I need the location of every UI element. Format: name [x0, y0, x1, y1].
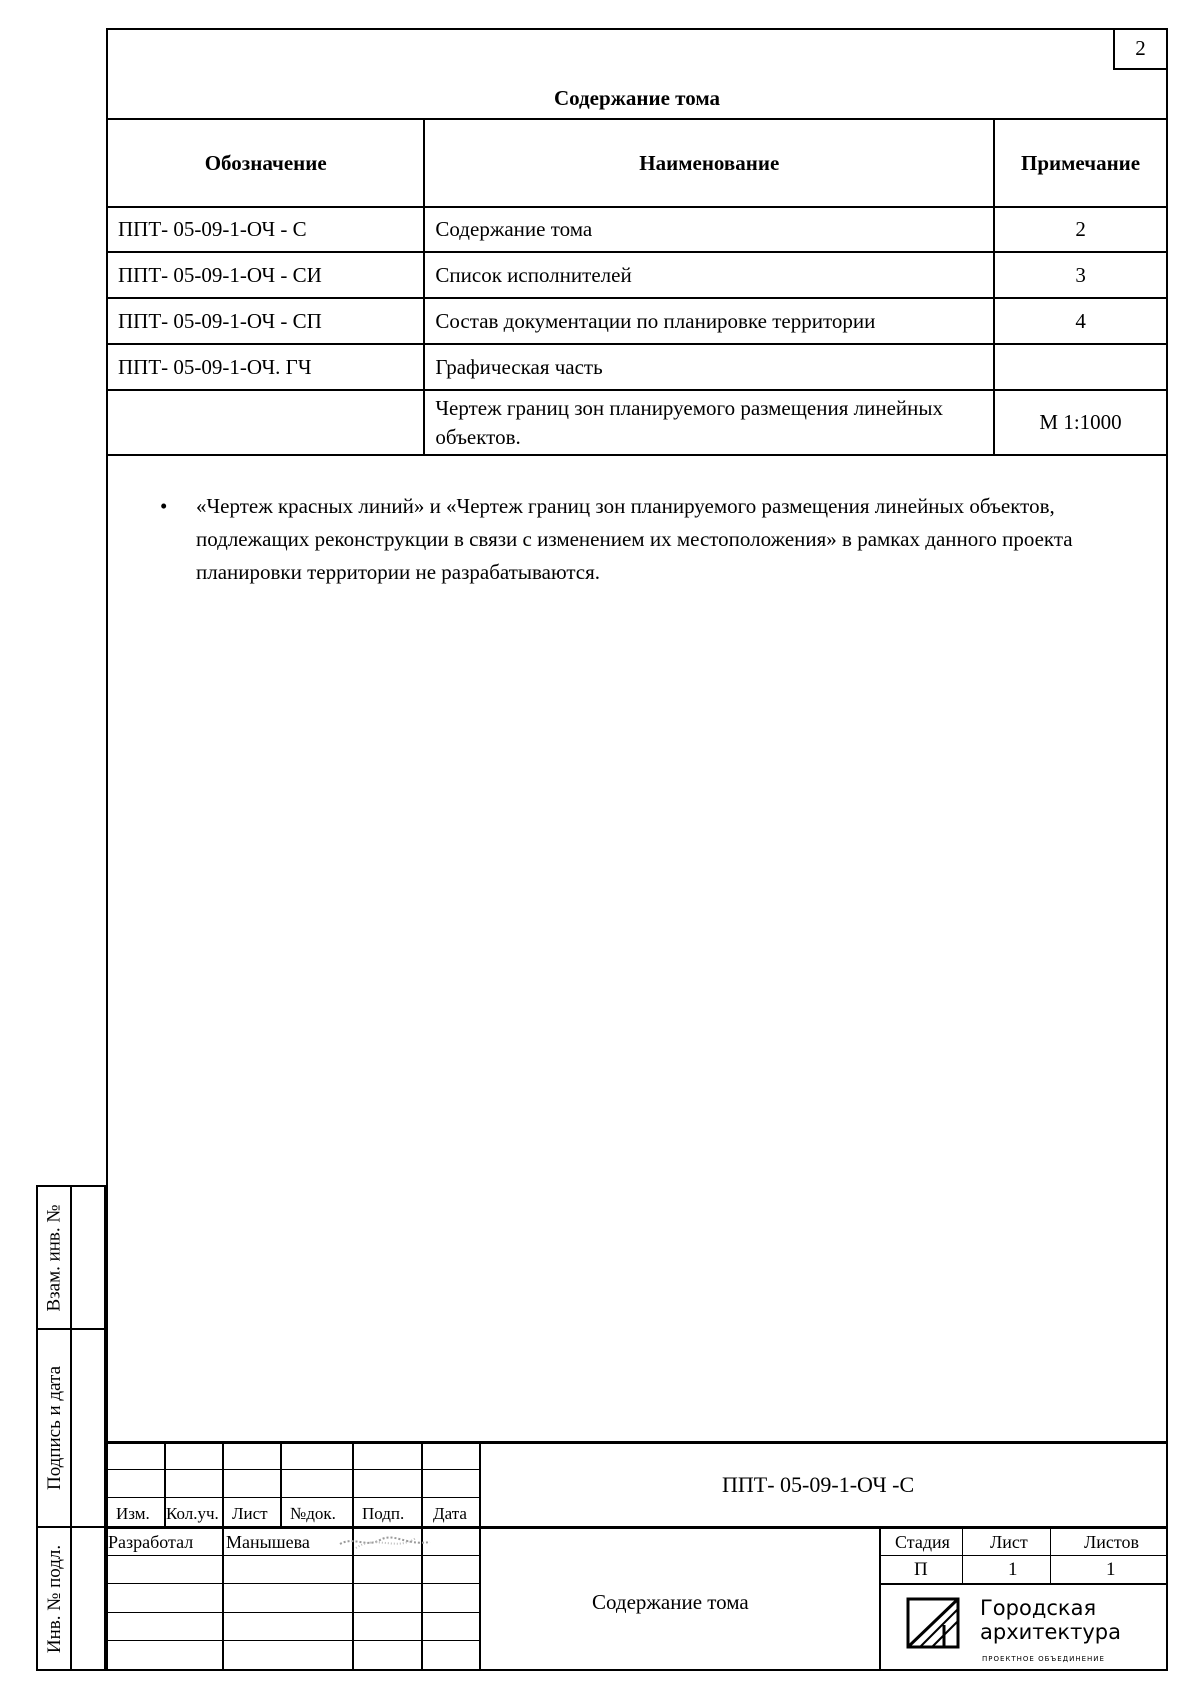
table-header-row: [107, 119, 1167, 207]
margin-label-wrap: [38, 1330, 72, 1526]
table-row: [107, 252, 1167, 298]
sheet-label: Лист: [990, 1532, 1028, 1552]
tb-vline: [352, 1441, 354, 1671]
tb-vline: [879, 1526, 881, 1671]
margin-label-wrap: [38, 1187, 72, 1328]
column-header: Наименование: [424, 119, 994, 207]
col-header-izm: Изм.: [116, 1504, 150, 1523]
tb-line: [106, 1640, 479, 1641]
col-header-ndok: №док.: [290, 1504, 336, 1523]
doc-code: ППТ- 05-09-1-ОЧ -С: [722, 1472, 915, 1497]
row-note: М 1:1000: [994, 390, 1167, 455]
table-row: [107, 207, 1167, 252]
tb-line: [106, 1583, 479, 1584]
company-name-line1: Городская: [980, 1596, 1097, 1620]
company-name-line2: архитектура: [980, 1620, 1121, 1644]
signature-scribble: [336, 1530, 436, 1554]
margin-label-inv: Инв. № подл.: [44, 1544, 66, 1653]
tb-vline: [222, 1441, 224, 1671]
tb-line: [106, 1497, 479, 1498]
row-name: Состав документации по планировке территории: [424, 298, 994, 344]
row-note: 2: [994, 207, 1167, 252]
row-note: [994, 344, 1167, 390]
margin-label-podpis: Подпись и дата: [44, 1365, 65, 1491]
note-bullet: [160, 490, 1145, 589]
tb-vline: [1050, 1526, 1051, 1584]
row-name: Графическая часть: [424, 344, 994, 390]
row-note: 4: [994, 298, 1167, 344]
margin-cell-inv: [36, 1526, 106, 1671]
row-name: Содержание тома: [424, 207, 994, 252]
margin-label-wrap: [38, 1528, 72, 1669]
tb-vline: [280, 1441, 282, 1528]
tb-vline: [421, 1441, 423, 1671]
tb-line: [879, 1583, 1168, 1585]
stage-label: Стадия: [895, 1532, 950, 1552]
stage-value: П: [914, 1559, 928, 1580]
note-text: «Чертеж красных линий» и «Чертеж границ зон планируемого размещения линейных объектов, подлежащих реконструкции в связи с изменением их местоположения» в рамках данного проекта планировки территории не разрабатываются.: [196, 494, 1073, 584]
sheets-label: Листов: [1084, 1532, 1139, 1552]
sheet-value: 1: [1008, 1559, 1018, 1580]
sheets-value: 1: [1106, 1559, 1116, 1580]
developer-name: Манышева: [226, 1532, 310, 1552]
tb-mid-line: [106, 1526, 1168, 1529]
table-row: [107, 390, 1167, 455]
margin-cell-podpis: [36, 1328, 106, 1528]
table-row: [107, 298, 1167, 344]
company-tagline: ПРОЕКТНОЕ ОБЪЕДИНЕНИЕ: [982, 1655, 1105, 1663]
page-number: 2: [1113, 28, 1168, 70]
row-name: Чертеж границ зон планируемого размещения линейных объектов.: [424, 390, 994, 455]
developed-label: Разработал: [108, 1532, 194, 1552]
row-code: ППТ- 05-09-1-ОЧ - СИ: [107, 252, 424, 298]
margin-label-vzam: Взам. инв. №: [44, 1203, 66, 1312]
row-code: [107, 390, 424, 455]
tb-top-line: [106, 1441, 1168, 1444]
col-header-podp: Подп.: [362, 1504, 405, 1523]
row-name: Список исполнителей: [424, 252, 994, 298]
column-header: Обозначение: [107, 119, 424, 207]
row-code: ППТ- 05-09-1-ОЧ - С: [107, 207, 424, 252]
doc-title: Содержание тома: [592, 1590, 749, 1614]
tb-line: [106, 1612, 479, 1613]
column-header: Примечание: [994, 119, 1167, 207]
tb-vline: [962, 1526, 963, 1584]
contents-table: [106, 118, 1168, 456]
table-row: [107, 344, 1167, 390]
col-header-data: Дата: [433, 1504, 467, 1523]
col-header-kolvo: Кол.уч.: [166, 1504, 219, 1523]
tb-vline: [479, 1441, 481, 1671]
tb-line: [106, 1555, 479, 1556]
tb-line: [106, 1469, 479, 1470]
section-title: Содержание тома: [554, 86, 720, 110]
col-header-list: Лист: [232, 1504, 268, 1523]
row-code: ППТ- 05-09-1-ОЧ - СП: [107, 298, 424, 344]
bullet-icon: •: [160, 494, 168, 518]
company-logo-icon: [906, 1597, 962, 1651]
row-note: 3: [994, 252, 1167, 298]
row-code: ППТ- 05-09-1-ОЧ. ГЧ: [107, 344, 424, 390]
margin-cell-vzam: [36, 1185, 106, 1330]
tb-line: [879, 1555, 1168, 1556]
